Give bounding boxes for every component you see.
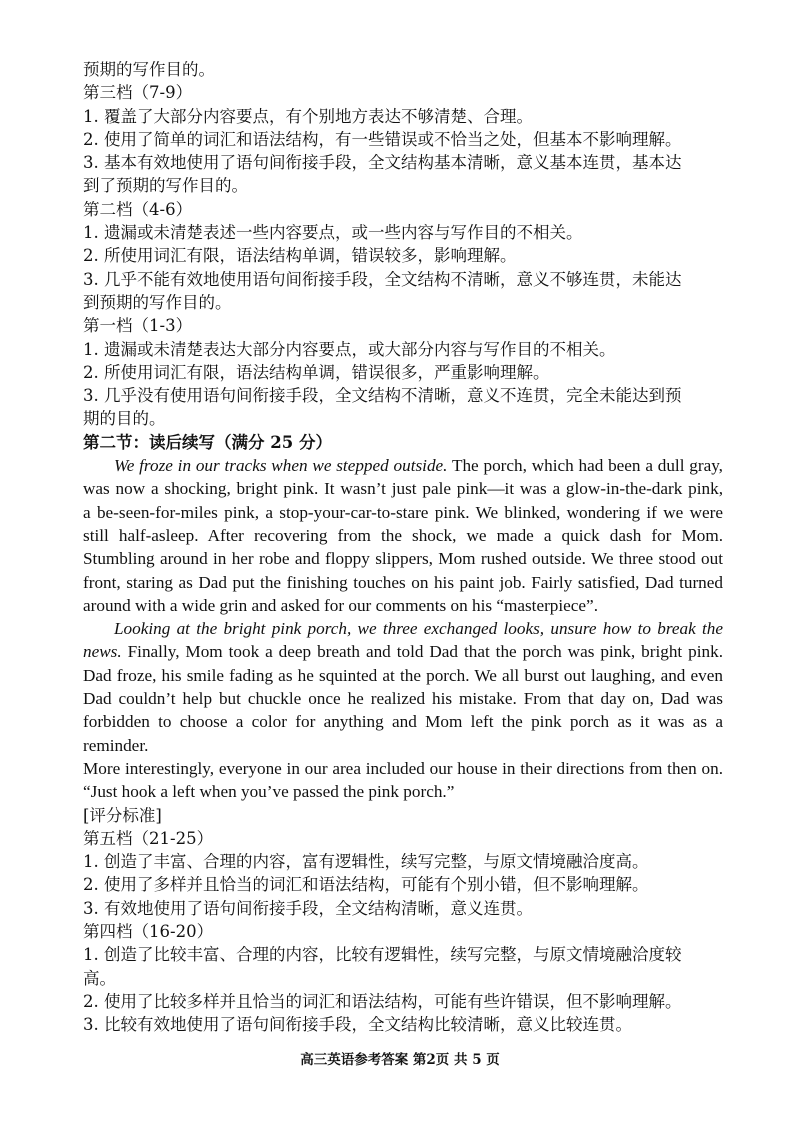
essay-text: The porch, which had been a dull gray, xyxy=(447,456,723,476)
essay-line: was now a shocking, bright pink. It wasn’t just pale pink—it was a glow-in-the-dark pink, xyxy=(83,479,723,499)
essay-line xyxy=(83,454,723,477)
criterion-line: 到了预期的写作目的。 xyxy=(83,176,248,196)
sample-paragraph-1 xyxy=(83,454,723,617)
page-footer: 高三英语参考答案 第2页 共 5 页 xyxy=(300,1052,500,1068)
essay-line: forbidden to choose a color for anything and Mom left the pink porch as it was as a reminder. xyxy=(83,712,723,755)
given-opening-sentence-end: news. xyxy=(83,642,122,662)
criterion-line: 1. 创造了比较丰富、合理的内容，比较有逻辑性，续写完整，与原文情境融洽度较 xyxy=(83,945,682,965)
criterion-line: 1. 创造了丰富、合理的内容，富有逻辑性，续写完整，与原文情境融洽度高。 xyxy=(83,852,649,872)
criterion-line: 1. 遗漏或未清楚表述一些内容要点，或一些内容与写作目的不相关。 xyxy=(83,223,583,243)
criterion-line: 3. 几乎没有使用语句间衔接手段，全文结构不清晰，意义不连贯，完全未能达到预 xyxy=(83,386,682,406)
band-heading: 第五档（21-25） xyxy=(83,828,214,848)
essay-line xyxy=(83,640,723,663)
criterion-line: 2. 使用了多样并且恰当的词汇和语法结构，可能有个别小错，但不影响理解。 xyxy=(83,875,649,895)
criterion-line: 3. 几乎不能有效地使用语句间衔接手段，全文结构不清晰，意义不够连贯，未能达 xyxy=(83,269,682,289)
grading-criteria-part2 xyxy=(83,804,723,1037)
answer-key-page xyxy=(83,58,723,1036)
criterion-line: 期的目的。 xyxy=(83,409,166,429)
essay-line: front, staring as Dad put the finishing touches on his paint job. Fairly satisfied, Dad turned xyxy=(83,572,723,592)
criterion-line: 2. 使用了比较多样并且恰当的词汇和语法结构，可能有些许错误，但不影响理解。 xyxy=(83,991,682,1011)
essay-line: Dad couldn’t help but chuckle once he realized his mistake. From that day on, Dad was xyxy=(83,689,723,709)
essay-line: Dad froze, his smile fading as he squinted at the porch. We all burst out laughing, and even xyxy=(83,665,723,685)
essay-text: Finally, Mom took a deep breath and told Dad that the porch was pink, bright pink. xyxy=(121,642,723,662)
essay-line: a be-seen-for-miles pink, a stop-your-car-to-stare pink. We blinked, wondering if we were xyxy=(83,502,723,522)
criterion-line: 3. 比较有效地使用了语句间衔接手段，全文结构比较清晰，意义比较连贯。 xyxy=(83,1015,632,1035)
essay-line: around with a wide grin and asked for our comments on his “masterpiece”. xyxy=(83,595,598,615)
band-heading: 第四档（16-20） xyxy=(83,921,214,941)
sample-paragraph-2 xyxy=(83,617,723,803)
criterion-line: 1. 覆盖了大部分内容要点，有个别地方表达不够清楚、合理。 xyxy=(83,106,533,126)
criterion-line: 2. 所使用词汇有限，语法结构单调，错误很多，严重影响理解。 xyxy=(83,362,550,382)
essay-line: still half-asleep. After recovering from the shock, we made a quick dash for Mom. xyxy=(83,525,723,545)
criterion-line: 2. 使用了简单的词汇和语法结构，有一些错误或不恰当之处，但基本不影响理解。 xyxy=(83,129,682,149)
criterion-line: 1. 遗漏或未清楚表达大部分内容要点，或大部分内容与写作目的不相关。 xyxy=(83,339,616,359)
essay-line: More interestingly, everyone in our area included our house in their directions from then on. xyxy=(83,758,723,778)
band-heading: 第三档（7-9） xyxy=(83,83,193,103)
text-line: 预期的写作目的。 xyxy=(83,60,215,79)
essay-line: Stumbling around in her robe and floppy slippers, Mom rushed outside. We three stood out xyxy=(83,549,723,569)
given-opening-sentence: Looking at the bright pink porch, we three exchanged looks, unsure how to break the xyxy=(114,619,723,639)
band-heading: 第二档（4-6） xyxy=(83,199,193,219)
criterion-line: 3. 基本有效地使用了语句间衔接手段，全文结构基本清晰，意义基本连贯，基本达 xyxy=(83,153,682,173)
criteria-label: [评分标准] xyxy=(83,805,162,825)
criterion-line: 2. 所使用词汇有限，语法结构单调，错误较多，影响理解。 xyxy=(83,246,517,266)
criterion-line: 到预期的写作目的。 xyxy=(83,292,232,312)
criterion-line: 3. 有效地使用了语句间衔接手段，全文结构清晰，意义连贯。 xyxy=(83,898,533,918)
given-opening-sentence: We froze in our tracks when we stepped outside. xyxy=(114,456,448,476)
grading-criteria-part1 xyxy=(83,58,723,431)
criterion-line: 高。 xyxy=(83,968,116,988)
band-heading: 第一档（1-3） xyxy=(83,316,193,336)
section-heading: 第二节：读后续写（满分 25 分） xyxy=(83,432,332,452)
essay-line: “Just hook a left when you’ve passed the pink porch.” xyxy=(83,782,455,802)
